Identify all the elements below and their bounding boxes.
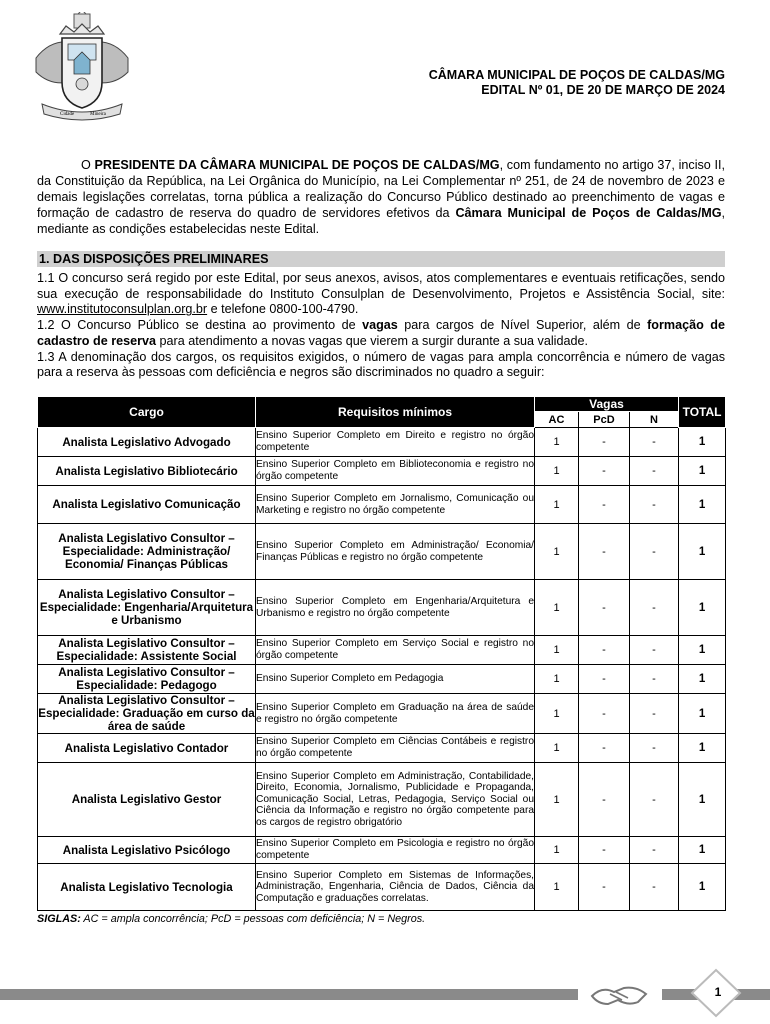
siglas-note: SIGLAS: AC = ampla concorrência; PcD = pessoas com deficiência; N = Negros. (37, 913, 426, 925)
cargo-cell: Analista Legislativo Tecnologia (38, 864, 256, 911)
table-row (38, 665, 726, 694)
n-cell: - (630, 864, 679, 911)
total-cell: 1 (679, 763, 726, 837)
total-cell: 1 (679, 734, 726, 763)
pcd-cell: - (579, 665, 630, 694)
table-row (38, 864, 726, 911)
pcd-cell: - (579, 428, 630, 457)
header-ac: AC (535, 412, 579, 428)
table-row (38, 524, 726, 580)
n-cell: - (630, 837, 679, 864)
institute-site-link[interactable]: www.institutoconsulplan.org.br (37, 302, 208, 317)
section-heading: 1. DAS DISPOSIÇÕES PRELIMINARES (37, 251, 725, 267)
total-cell: 1 (679, 694, 726, 734)
ac-cell: 1 (535, 734, 579, 763)
ac-cell: 1 (535, 694, 579, 734)
ac-cell: 1 (535, 580, 579, 636)
city-coat-of-arms (30, 12, 134, 124)
header-pcd: PcD (579, 412, 630, 428)
cargo-cell: Analista Legislativo Bibliotecário (38, 457, 256, 486)
requisitos-cell: Ensino Superior Completo em Ciências Contábeis e registro no órgão competente (256, 734, 535, 763)
ac-cell: 1 (535, 837, 579, 864)
n-cell: - (630, 486, 679, 524)
intro-bold-president: PRESIDENTE DA CÂMARA MUNICIPAL DE POÇOS DE CALDAS/MG (94, 158, 500, 172)
requisitos-cell: Ensino Superior Completo em Biblioteconomia e registro no órgão competente (256, 457, 535, 486)
ac-cell: 1 (535, 864, 579, 911)
ac-cell: 1 (535, 636, 579, 665)
page-number: 1 (714, 985, 722, 999)
svg-text:Mineira: Mineira (90, 112, 106, 117)
pcd-cell: - (579, 734, 630, 763)
footer-bar-left (0, 989, 578, 1000)
table-row (38, 486, 726, 524)
handshake-icon (588, 980, 650, 1010)
n-cell: - (630, 734, 679, 763)
n-cell: - (630, 636, 679, 665)
requisitos-cell: Ensino Superior Completo em Administração, Contabilidade, Direito, Economia, Jornalismo, Publicidade e Propaganda, Comunicação Social, Letras, Pedagogia, Serviço Social ou Ciência da Informação e registro no órgão competente para os cargos de registro obrigatório (256, 763, 535, 837)
pcd-cell: - (579, 694, 630, 734)
cargo-cell: Analista Legislativo Consultor – Especialidade: Engenharia/Arquitetura e Urbanismo (38, 580, 256, 636)
n-cell: - (630, 580, 679, 636)
total-cell: 1 (679, 457, 726, 486)
cargo-cell: Analista Legislativo Contador (38, 734, 256, 763)
requisitos-cell: Ensino Superior Completo em Sistemas de Informações, Administração, Engenharia, Ciência de Dados, Ciência da Computação e graduações correlatas. (256, 864, 535, 911)
total-cell: 1 (679, 665, 726, 694)
pcd-cell: - (579, 457, 630, 486)
cargo-cell: Analista Legislativo Psicólogo (38, 837, 256, 864)
pcd-cell: - (579, 837, 630, 864)
ac-cell: 1 (535, 486, 579, 524)
total-cell: 1 (679, 837, 726, 864)
ac-cell: 1 (535, 524, 579, 580)
pcd-cell: - (579, 580, 630, 636)
header-requisitos: Requisitos mínimos (256, 397, 535, 428)
n-cell: - (630, 763, 679, 837)
requisitos-cell: Ensino Superior Completo em Psicologia e registro no órgão competente (256, 837, 535, 864)
ac-cell: 1 (535, 457, 579, 486)
table-row (38, 457, 726, 486)
table-row (38, 636, 726, 665)
total-cell: 1 (679, 486, 726, 524)
cargo-cell: Analista Legislativo Consultor – Especialidade: Assistente Social (38, 636, 256, 665)
requisitos-cell: Ensino Superior Completo em Graduação na área de saúde e registro no órgão competente (256, 694, 535, 734)
table-row (38, 580, 726, 636)
header-total: TOTAL (679, 397, 726, 428)
paragraph-1-1: 1.1 O concurso será regido por este Edital, por seus anexos, avisos, atos complementares e eventuais retificações, sendo sua execução de responsabilidade do Instituto Consulplan de Desenvolvimento, Projetos e Assistência Social, site: www.institutoconsulplan.org.br e telefone 0800-100-4790. (37, 271, 725, 317)
n-cell: - (630, 665, 679, 694)
requisitos-cell: Ensino Superior Completo em Pedagogia (256, 665, 535, 694)
paragraph-1-2: 1.2 O Concurso Público se destina ao provimento de vagas para cargos de Nível Superior, além de formação de cadastro de reserva para atendimento a novas vagas que vierem a surgir durante a sua validade. (37, 318, 725, 348)
section-paragraphs (37, 271, 725, 381)
table-row (38, 763, 726, 837)
table-row (38, 428, 726, 457)
paragraph-1-3: 1.3 A denominação dos cargos, os requisitos exigidos, o número de vagas para ampla concorrência e número de vagas para a reserva às pessoas com deficiência e negros são discriminados no quadro a seguir: (37, 349, 725, 380)
vacancies-table (37, 396, 726, 911)
cargo-cell: Analista Legislativo Advogado (38, 428, 256, 457)
table-row (38, 837, 726, 864)
requisitos-cell: Ensino Superior Completo em Engenharia/Arquitetura e Urbanismo e registro no órgão competente (256, 580, 535, 636)
header-n: N (630, 412, 679, 428)
pcd-cell: - (579, 763, 630, 837)
total-cell: 1 (679, 864, 726, 911)
ac-cell: 1 (535, 428, 579, 457)
pcd-cell: - (579, 486, 630, 524)
header-line-1: CÂMARA MUNICIPAL DE POÇOS DE CALDAS/MG (428, 68, 725, 82)
requisitos-cell: Ensino Superior Completo em Direito e registro no órgão competente (256, 428, 535, 457)
total-cell: 1 (679, 636, 726, 665)
requisitos-cell: Ensino Superior Completo em Jornalismo, Comunicação ou Marketing e registro no órgão competente (256, 486, 535, 524)
pcd-cell: - (579, 864, 630, 911)
document-header (429, 68, 725, 98)
cargo-cell: Analista Legislativo Consultor – Especialidade: Pedagogo (38, 665, 256, 694)
intro-paragraph: O PRESIDENTE DA CÂMARA MUNICIPAL DE POÇOS DE CALDAS/MG, com fundamento no artigo 37, inciso II, da Constituição da República, na Lei Orgânica do Município, na Lei Complementar nº 251, de 24 de novembro de 2023 e demais legislações correlatas, torna pública a realização do Concurso Público destinado ao preenchimento de vagas e formação de cadastro de reserva do quadro de servidores efetivos da Câmara Municipal de Poços de Caldas/MG, mediante as condições estabelecidas neste Edital. (37, 158, 726, 236)
ac-cell: 1 (535, 665, 579, 694)
intro-bold-camara: Câmara Municipal de Poços de Caldas/MG (455, 206, 722, 220)
cargo-cell: Analista Legislativo Consultor – Especialidade: Graduação em curso da área de saúde (38, 694, 255, 733)
header-cargo: Cargo (38, 397, 256, 428)
n-cell: - (630, 428, 679, 457)
cargo-cell: Analista Legislativo Gestor (38, 763, 256, 837)
n-cell: - (630, 694, 679, 734)
table-row (38, 734, 726, 763)
n-cell: - (630, 457, 679, 486)
pcd-cell: - (579, 524, 630, 580)
requisitos-cell: Ensino Superior Completo em Administração/ Economia/ Finanças Públicas e registro no órgão competente (256, 524, 535, 580)
table-row (38, 694, 726, 734)
header-vagas: Vagas (535, 397, 679, 412)
requisitos-cell: Ensino Superior Completo em Serviço Social e registro no órgão competente (256, 636, 535, 665)
cargo-cell: Analista Legislativo Consultor – Especialidade: Administração/ Economia/ Finanças Públicas (38, 524, 256, 580)
header-line-2: EDITAL Nº 01, DE 20 DE MARÇO DE 2024 (481, 83, 725, 97)
total-cell: 1 (679, 580, 726, 636)
total-cell: 1 (679, 428, 726, 457)
svg-text:Cidade: Cidade (60, 112, 75, 117)
n-cell: - (630, 524, 679, 580)
ac-cell: 1 (535, 763, 579, 837)
total-cell: 1 (679, 524, 726, 580)
cargo-cell: Analista Legislativo Comunicação (38, 486, 256, 524)
pcd-cell: - (579, 636, 630, 665)
